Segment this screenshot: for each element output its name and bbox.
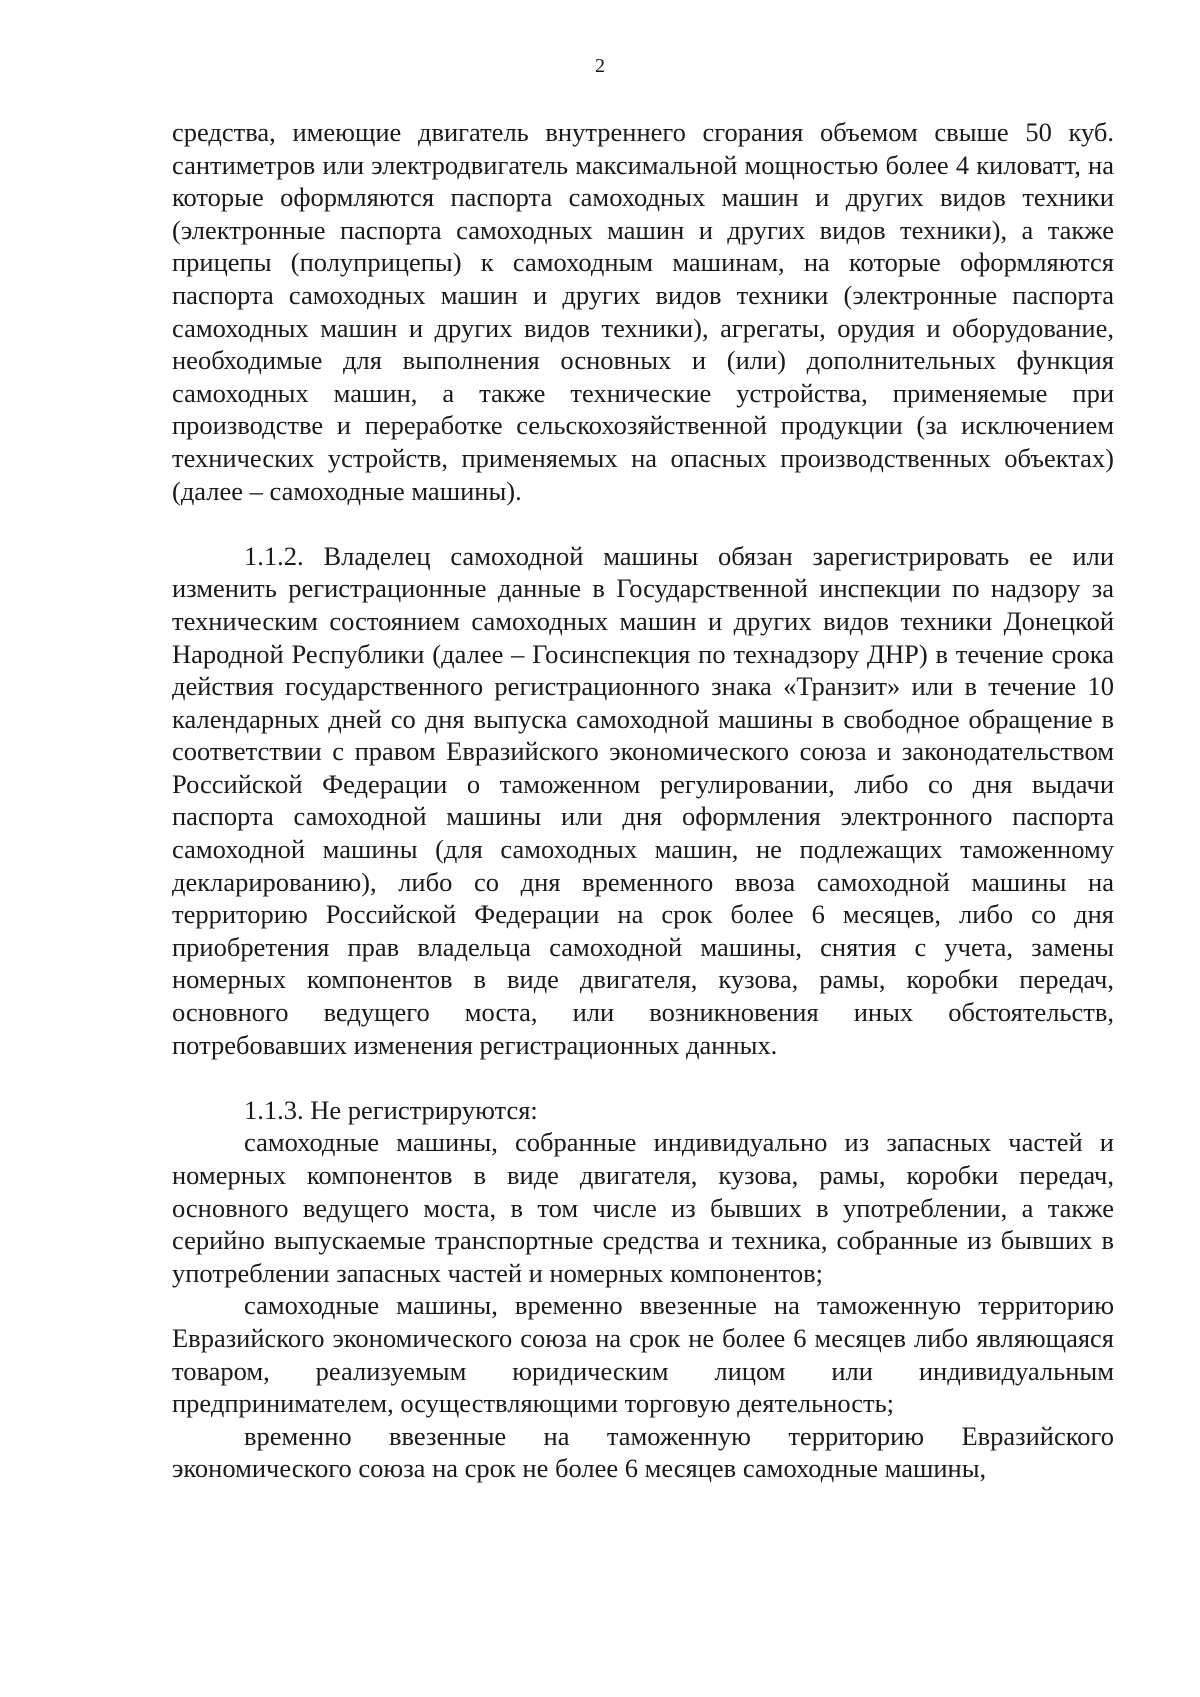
paragraph-gap bbox=[172, 1061, 1114, 1094]
list-item-temporary-import: временно ввезенные на таможенную территорию Евразийского экономического союза на срок не более 6 месяцев самоходные машины, bbox=[172, 1420, 1114, 1484]
list-item-assembled-machines: самоходные машины, собранные индивидуально из запасных частей и номерных компонентов в виде двигателя, кузова, рамы, коробки передач, основного ведущего моста, в том числе из бывших в употреблении, а также серийно выпускаемые транспортные средства и техника, собранные из бывших в употреблении запасных частей и номерных компонентов; bbox=[172, 1127, 1114, 1288]
paragraph-continuation: средства, имеющие двигатель внутреннего сгорания объемом свыше 50 куб. сантиметров или электродвигатель максимальной мощностью более 4 киловатт, на которые оформляются паспорта самоходных машин и других видов техники (электронные паспорта самоходных машин и других видов техники), а также прицепы (полуприцепы) к самоходным машинам, на которые оформляются паспорта самоходных машин и других видов техники (электронные паспорта самоходных машин и других видов техники), агрегаты, орудия и оборудование, необходимые для выполнения основных и (или) дополнительных функция самоходных машин, а также технические устройства, применяемые при производстве и переработке сельскохозяйственной продукции (за исключением технических устройств, применяемых на опасных производственных объектах) (далее – самоходные машины). bbox=[172, 117, 1114, 506]
paragraph-1-1-2: 1.1.2. Владелец самоходной машины обязан зарегистрировать ее или изменить регистрационные данные в Государственной инспекции по надзору за техническим состоянием самоходных машин и других видов техники Донецкой Народной Республики (далее – Госинспекция по технадзору ДНР) в течение срока действия государственного регистрационного знака «Транзит» или в течение 10 календарных дней со дня выпуска самоходной машины в свободное обращение в соответствии с правом Евразийского экономического союза и законодательством Российской Федерации о таможенном регулировании, либо со дня выдачи паспорта самоходной машины или дня оформления электронного паспорта самоходной машины (для самоходных машин, не подлежащих таможенному декларированию), либо со дня временного ввоза самоходной машины на территорию Российской Федерации на срок более 6 месяцев, либо со дня приобретения прав владельца самоходной машины, снятия с учета, замены номерных компонентов в виде двигателя, кузова, рамы, коробки передач, основного ведущего моста, или возникновения иных обстоятельств, потребовавших изменения регистрационных данных. bbox=[172, 540, 1114, 1060]
paragraph-gap bbox=[172, 507, 1114, 540]
paragraph-1-1-3-heading: 1.1.3. Не регистрируются: bbox=[244, 1094, 538, 1125]
list-item-temporary-import-trade: самоходные машины, временно ввезенные на таможенную территорию Евразийского экономического союза на срок не более 6 месяцев либо являющаяся товаром, реализуемым юридическим лицом или индивидуальным предпринимателем, осуществляющими торговую деятельность; bbox=[172, 1290, 1114, 1419]
document-body bbox=[172, 116, 1114, 1485]
page-number: 2 bbox=[595, 55, 605, 77]
